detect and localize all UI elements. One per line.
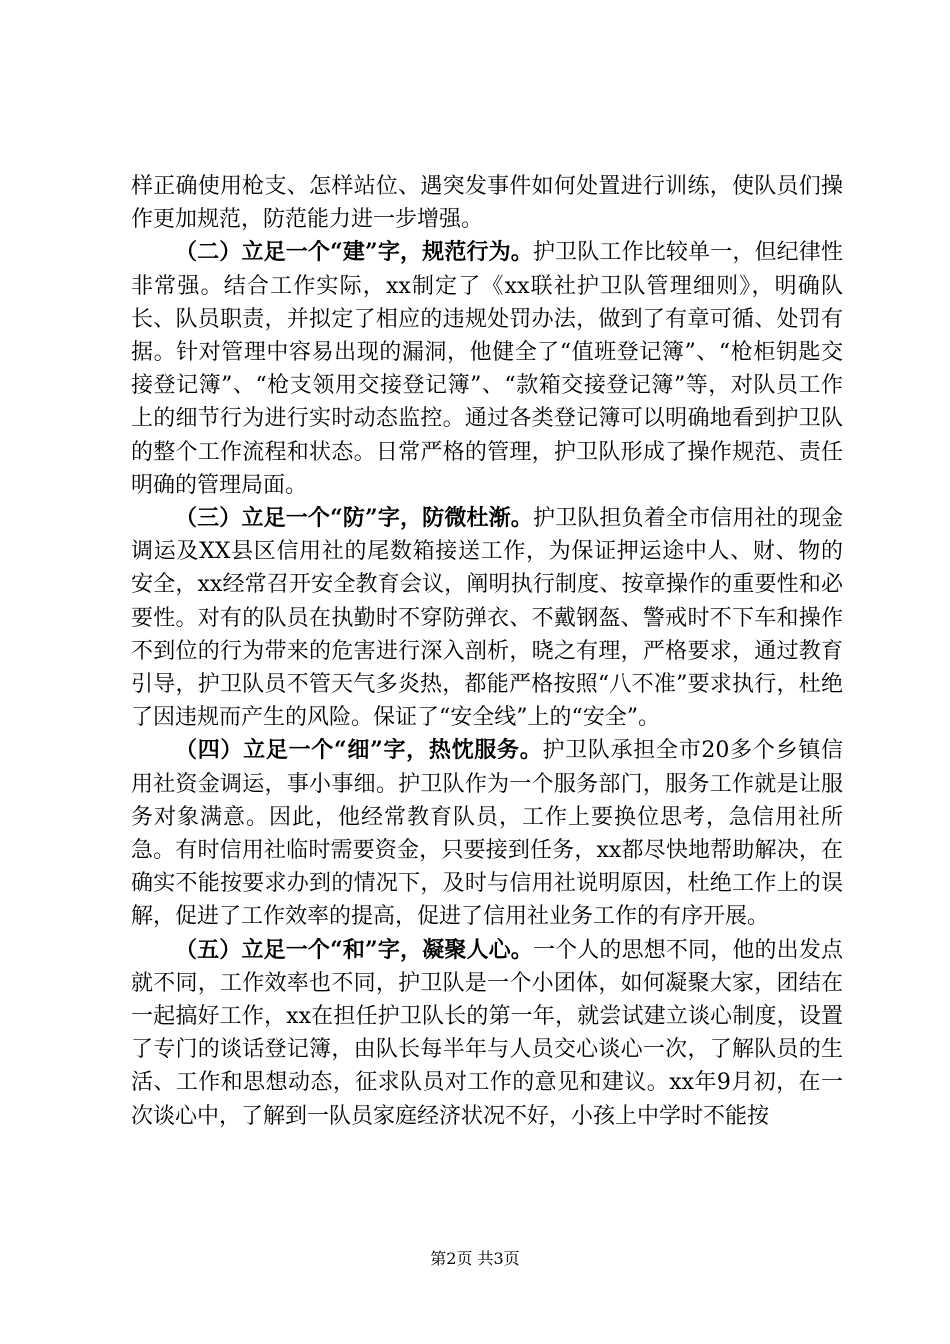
paragraph-5-text: 一个人的思想不同，他的出发点就不同，工作效率也不同，护卫队是一个小团体，如何凝聚大家，团结在一起搞好工作，xx在担任护卫队长的第一年，就尝试建立谈心制度，设置了专门的谈话登记簿，由队长每半年与人员交心谈心一次，了解队员的生活、工作和思想动态，征求队员对工作的意见和建议。xx年9月初，在一次谈心中，了解到一队员家庭经济状况不好，小孩上中学时不能按 (131, 937, 843, 1129)
paragraph-2-text: 护卫队工作比较单一，但纪律性非常强。结合工作实际，xx制定了《xx联社护卫队管理细则》，明确队长、队员职责，并拟定了相应的违规处罚办法，做到了有章可循、处罚有据。针对管理中容易出现的漏洞，他健全了“值班登记簿”、“枪柜钥匙交接登记簿”、“枪支领用交接登记簿”、“款箱交接登记簿”等，对队员工作上的细节行为进行实时动态监控。通过各类登记簿可以明确地看到护卫队的整个工作流程和状态。日常严格的管理，护卫队形成了操作规范、责任明确的管理局面。 (131, 240, 843, 498)
paragraph-5-heading: （五）立足一个“和”字，凝聚人心。 (175, 936, 533, 963)
paragraph-4-text: 护卫队承担全市20多个乡镇信用社资金调运，事小事细。护卫队作为一个服务部门，服务工作就是让服务对象满意。因此，他经常教育队员，工作上要换位思考，急信用社所急。有时信用社临时需要资金，只要接到任务，xx都尽快地帮助解决，在确实不能按要求办到的情况下，及时与信用社说明原因，杜绝工作上的误解，促进了工作效率的提高，促进了信用社业务工作的有序开展。 (131, 738, 843, 930)
paragraph-1-text: 样正确使用枪支、怎样站位、遇突发事件如何处置进行训练，使队员们操作更加规范，防范能力进一步增强。 (131, 174, 843, 233)
paragraph-3-text: 护卫队担负着全市信用社的现金调运及XX县区信用社的尾数箱接送工作，为保证押运途中人、财、物的安全，xx经常召开安全教育会议，阐明执行制度、按章操作的重要性和必要性。对有的队员在执勤时不穿防弹衣、不戴钢盔、警戒时不下车和操作不到位的行为带来的危害进行深入剖析，晓之有理，严格要求，通过教育引导，护卫队员不管天气多炎热，都能严格按照“八不准”要求执行，杜绝了因违规而产生的风险。保证了“安全线”上的“安全”。 (131, 506, 843, 731)
paragraph-1 (131, 170, 843, 236)
paragraph-3-heading: （三）立足一个“防”字，防微杜渐。 (175, 505, 533, 532)
paragraph-2-heading: （二）立足一个“建”字，规范行为。 (175, 239, 533, 266)
document-body (131, 170, 843, 1133)
paragraph-3 (131, 502, 843, 734)
paragraph-2 (131, 236, 843, 502)
paragraph-4-heading: （四）立足一个“细”字，热忱服务。 (175, 737, 543, 764)
page-footer: 第2页 共3页 (430, 1249, 520, 1268)
paragraph-5 (131, 934, 843, 1133)
paragraph-4 (131, 734, 843, 933)
